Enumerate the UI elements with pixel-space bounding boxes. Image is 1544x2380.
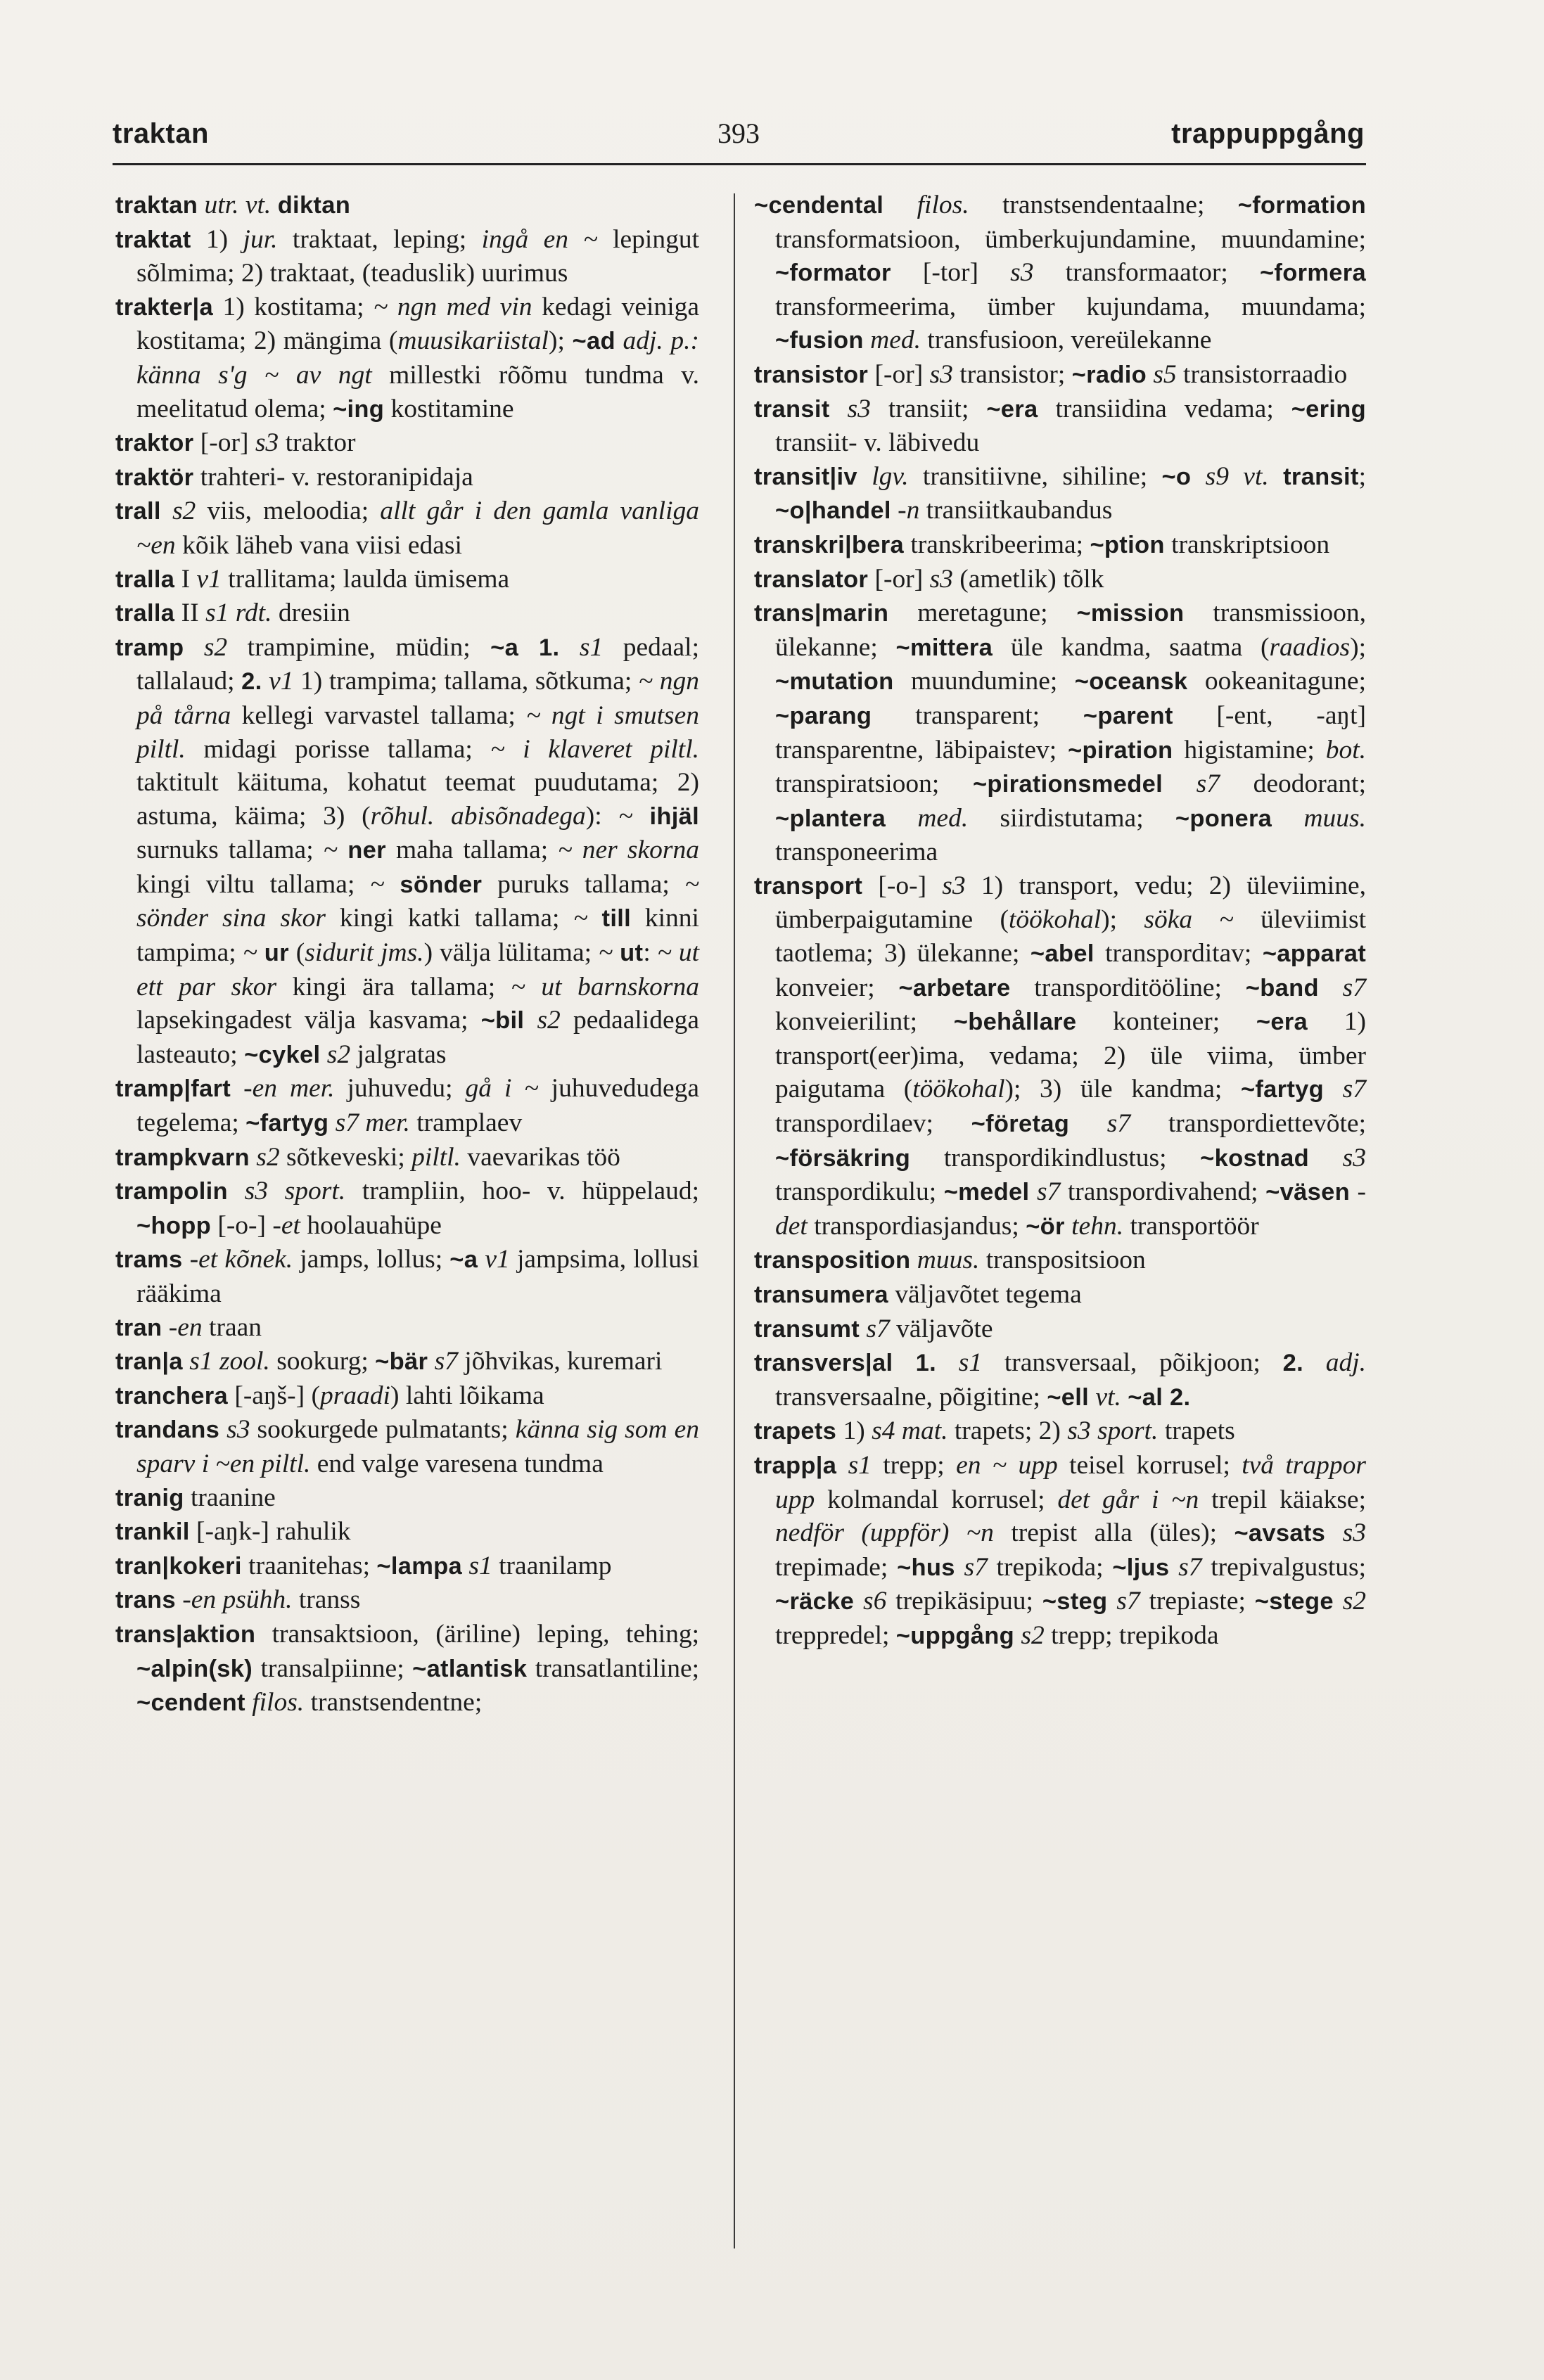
dictionary-entry: transvers|al 1. s1 transversaal, põikjoon; 2. adj. transversaalne, põigitine; ~ell vt. ~al 2.: [754, 1348, 1366, 1412]
dictionary-entry: traktor [-or] s3 traktor: [115, 428, 356, 458]
dictionary-entry: tramp|fart -en mer. juhuvedu; gå i ~ juhuvedudega tegelema; ~fartyg s7 mer. tramplaev: [115, 1074, 700, 1138]
dictionary-entry: trankil [-aŋk-] rahulik: [115, 1517, 351, 1547]
dictionary-entry: tran -en traan: [115, 1312, 262, 1342]
dictionary-entry: traktan utr. vt. diktan: [115, 191, 351, 219]
header-rule: [113, 163, 1366, 165]
dictionary-entry: transport [-o-] s3 1) transport, vedu; 2) üleviimine, ümberpaigutamine (töökohal); söka ~ üleviimist taotlema; 3) ülekanne; ~abel transporditav; ~apparat konveier; ~arbetare transporditööline; ~band s7 konveierilint; ~behållare konteiner; ~era 1) transport(eer)ima, vedama; 2) üle viima, ümber paigutama (töökohal); 3) üle kandma; ~fartyg s7 transpordilaev; ~företag s7 transpordiettevõte; ~försäkring transpordikindlustus; ~kostnad s3 transpordikulu; ~medel s7 transpordivahend; ~väsen -det transpordiasjandus; ~ör tehn. transportöör: [754, 871, 1367, 1241]
dictionary-entry: tranig traanine: [115, 1483, 276, 1512]
dictionary-entry: trakter|a 1) kostitama; ~ ngn med vin kedagi veiniga kostitama; 2) mängima (muusikariistal); ~ad adj. p.: känna s'g ~ av ngt millestki rõõmu tundma v. meelitatud olema; ~ing kostitamine: [115, 292, 700, 423]
dictionary-entry: traktat 1) jur. traktaat, leping; ingå en ~ lepingut sõlmima; 2) traktaat, (teaduslik) uurimus: [115, 224, 699, 288]
dictionary-entry: trams -et kõnek. jamps, lollus; ~a v1 jampsima, lollusi rääkima: [115, 1245, 700, 1308]
dictionary-entry: transumera väljavõtet tegema: [754, 1280, 1082, 1309]
page-number: 393: [717, 117, 760, 149]
dictionary-entry: trans|marin meretagune; ~mission transmissioon, ülekanne; ~mittera üle kandma, saatma (raadios); ~mutation muundumine; ~oceansk ookeanitagune; ~parang transparent; ~parent [-ent, -aŋt] transparentne, läbipaistev; ~piration higistamine; bot. transpiratsioon; ~pirationsmedel s7 deodorant; ~plantera med. siirdistutama; ~ponera muus. transponeerima: [754, 599, 1367, 867]
dictionary-entry: transistor [-or] s3 transistor; ~radio s5 transistorraadio: [754, 359, 1348, 389]
dictionary-entry: transumt s7 väljavõte: [754, 1314, 993, 1343]
dictionary-entry: trapp|a s1 trepp; en ~ upp teisel korrusel; två trappor upp kolmandal korrusel; det går i ~n trepil käiakse; nedför (uppför) ~n trepist alla (üles); ~avsats s3 trepimade; ~hus s7 trepikoda; ~ljus s7 trepivalgustus; ~räcke s6 trepikäsipuu; ~steg s7 trepiaste; ~stege s2 treppredel; ~uppgång s2 trepp; trepikoda: [754, 1450, 1367, 1650]
dictionary-entry: trans -en psühh. transs: [115, 1585, 361, 1615]
dictionary-entry: trampolin s3 sport. trampliin, hoo- v. hüppelaud; ~hopp [-o-] -et hoolauahüpe: [115, 1177, 700, 1240]
dictionary-entry: transit s3 transiit; ~era transiidina vedama; ~ering transiit- v. läbivedu: [754, 394, 1367, 458]
column-divider: [734, 193, 735, 2248]
dictionary-entry: trapets 1) s4 mat. trapets; 2) s3 sport. trapets: [754, 1416, 1235, 1446]
right-column: [754, 188, 1366, 1653]
dictionary-entry: tralla II s1 rdt. dresiin: [115, 599, 350, 628]
dictionary-entry: traktör trahteri- v. restoranipidaja: [115, 462, 473, 492]
header-last-word: trappuppgång: [1171, 118, 1365, 149]
left-column: [115, 188, 699, 1720]
dictionary-entry: transposition muus. transpositsioon: [754, 1246, 1146, 1275]
dictionary-entry: trans|aktion transaktsioon, (äriline) leping, tehing; ~alpin(sk) transalpiinne; ~atlantisk transatlantiline; ~cendent filos. transtsendentne;: [115, 1619, 700, 1717]
dictionary-entry: tramp s2 trampimine, müdin; ~a 1. s1 pedaal; tallalaud; 2. v1 1) trampima; tallama, sõtkuma; ~ ngn på tårna kellegi varvastel tallama; ~ ngt i smutsen piltl. midagi porisse tallama; ~ i klaveret piltl. taktitult käituma, kohatut teemat puudutama; 2) astuma, käima; 3) (rõhul. abisõnadega): ~ ihjäl surnuks tallama; ~ ner maha tallama; ~ ner skorna kingi viltu tallama; ~ sönder puruks tallama; ~ sönder sina skor kingi katki tallama; ~ till kinni tampima; ~ ur (sidurit jms.) välja lülitama; ~ ut: ~ ut ett par skor kingi ära tallama; ~ ut barnskorna lapsekingadest välja kasvama; ~bil s2 pedaalidega lasteauto; ~cykel s2 jalgratas: [115, 632, 700, 1069]
dictionary-entry: tran|kokeri traanitehas; ~lampa s1 traanilamp: [115, 1551, 612, 1580]
dictionary-entry: trandans s3 sookurgede pulmatants; känna sig som en sparv i ~en piltl. end valge varesena tundma: [115, 1415, 700, 1478]
dictionary-entry: ~cendental filos. transtsendentaalne; ~formation transformatsioon, ümberkujundamine, muundamine; ~formator [-tor] s3 transformaator; ~formera transformeerima, ümber kujundama, muundama; ~fusion med. transfusioon, vereülekanne: [754, 191, 1367, 355]
page-header: [113, 113, 1365, 155]
dictionary-entry: trampkvarn s2 sõtkeveski; piltl. vaevarikas töö: [115, 1142, 620, 1172]
dictionary-entry: translator [-or] s3 (ametlik) tõlk: [754, 564, 1104, 594]
dictionary-entry: trall s2 viis, meloodia; allt går i den gamla vanliga ~en kõik läheb vana viisi edasi: [115, 497, 699, 560]
dictionary-entry: transkri|bera transkribeerima; ~ption transkriptsioon: [754, 530, 1330, 559]
dictionary-entry: transit|iv lgv. transitiivne, sihiline; ~o s9 vt. transit; ~o|handel -n transiitkaubandus: [754, 461, 1367, 525]
header-first-word: traktan: [113, 118, 209, 149]
dictionary-entry: tran|a s1 zool. sookurg; ~bär s7 jõhvikas, kuremari: [115, 1347, 663, 1376]
dictionary-entry: tralla I v1 trallitama; laulda ümisema: [115, 564, 510, 594]
dictionary-entry: tranchera [-aŋš-] (praadi) lahti lõikama: [115, 1381, 544, 1410]
